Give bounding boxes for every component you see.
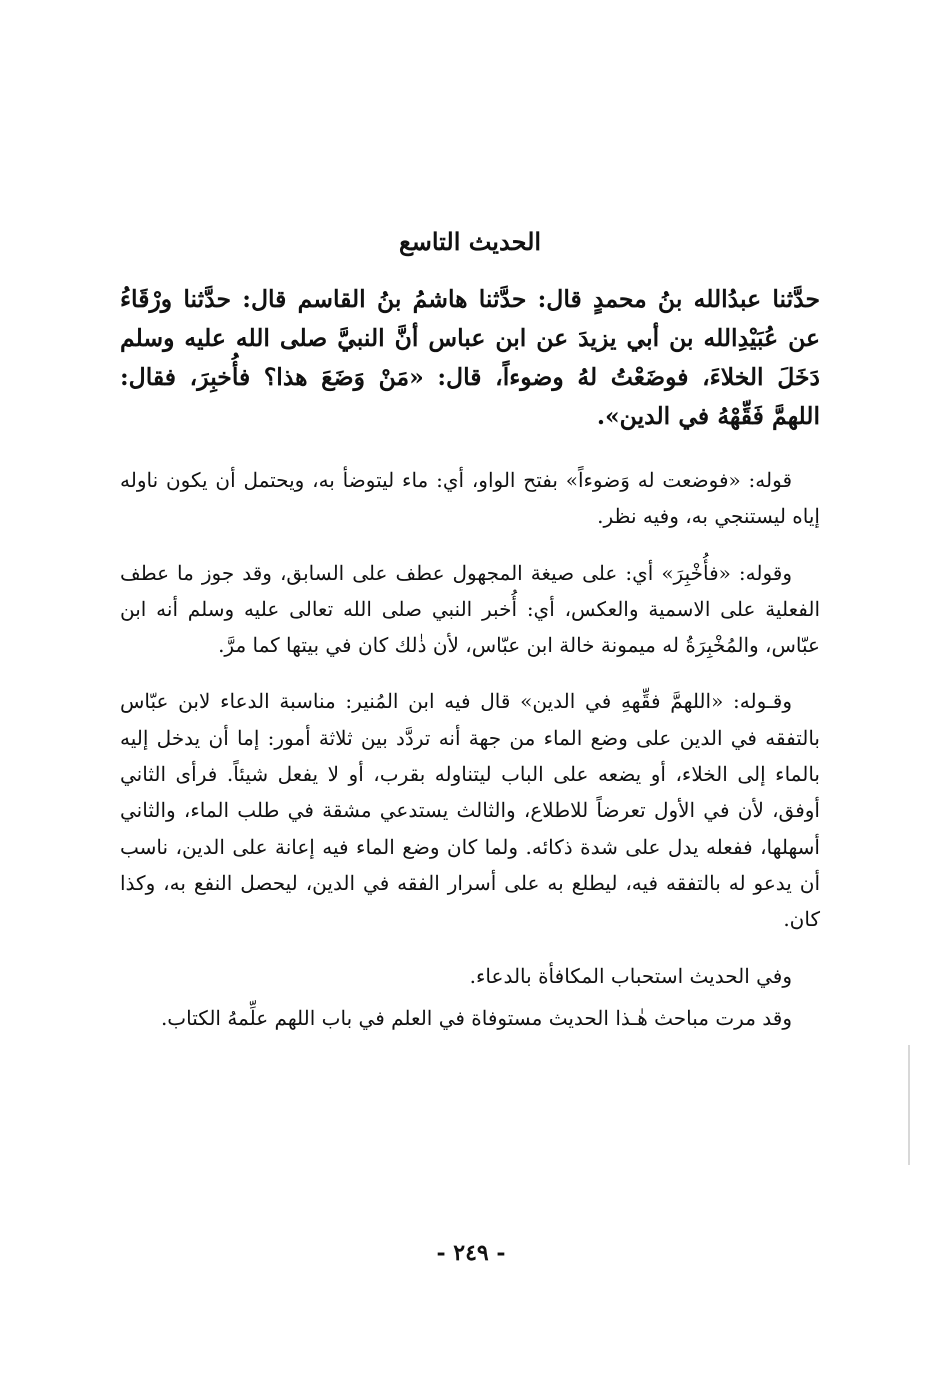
commentary-paragraph-2: وقوله: «فأُخْبِرَ» أي: على صيغة المجهول عطف على السابق، وقد جوز ما عطف الفعلية على الاسمية والعكس، أي: أُخبر النبي صلى الله تعالى عليه وسلم أنه ابن عبّاس، والمُخْبِرَةُ له ميمونة خالة ابن عبّاس، لأن ذٰلك كان في بيتها كما مرَّ.	[120, 560, 820, 658]
chapter-heading: الحديث التاسع	[398, 227, 542, 256]
hadith-text: حدَّثنا عبدُالله بنُ محمدٍ قال: حدَّثنا هاشمُ بنُ القاسم قال: حدَّثنا ورْقَاءُ عن عُبَيْدِالله بن أبي يزيدَ عن ابن عباس أنَّ النبيَّ صلى الله عليه وسلم دَخَلَ الخلاءَ، فوضَعْتُ لهُ وضوءاً، قال: «مَنْ وَضَعَ هذا؟ فأُخبِرَ، فقال: اللهمَّ فَقِّهْهُ في الدين».	[120, 285, 820, 430]
commentary-paragraph-5: وقد مرت مباحث هٰـذا الحديث مستوفاة في العلم في باب اللهم علِّمهُ الكتاب.	[160, 1005, 792, 1030]
page-body	[120, 222, 820, 1056]
commentary-paragraph-4: وفي الحديث استحباب المكافأة بالدعاء.	[469, 963, 792, 988]
commentary-paragraph-3: وقـوله: «اللهمَّ فقِّههِ في الدين» قال فيه ابن المُنير: مناسبة الدعاء لابن عبّاس بالتفقه في الدين على وضع الماء من جهة أنه تردَّد بين ثلاثة أمور: إما أن يدخل إليه بالماء إلى الخلاء، أو يضعه على الباب ليتناوله بقرب، أو لا يفعل شيئاً. فرأى الثاني أوفق، لأن في الأول تعرضاً للاطلاع، والثالث يستدعي مشقة في طلب الماء، والثاني أسهلها، ففعله يدل على شدة ذكائه. ولما كان وضع الماء فيه إعانة على الدين، ناسب أن يدعو له بالتفقه فيه، ليطلع به على أسرار الفقه في الدين، ليحصل النفع به، وكذا كان.	[120, 689, 820, 932]
scan-margin-mark	[908, 1045, 910, 1165]
page-number: - ٢٤٩ -	[436, 1240, 506, 1266]
commentary-paragraph-1: قوله: «فوضعت له وَضوءاً» بفتح الواو، أي: ماء ليتوضأ به، ويحتمل أن يكون ناوله إياه ليستنجي به، وفيه نظر.	[120, 468, 820, 529]
